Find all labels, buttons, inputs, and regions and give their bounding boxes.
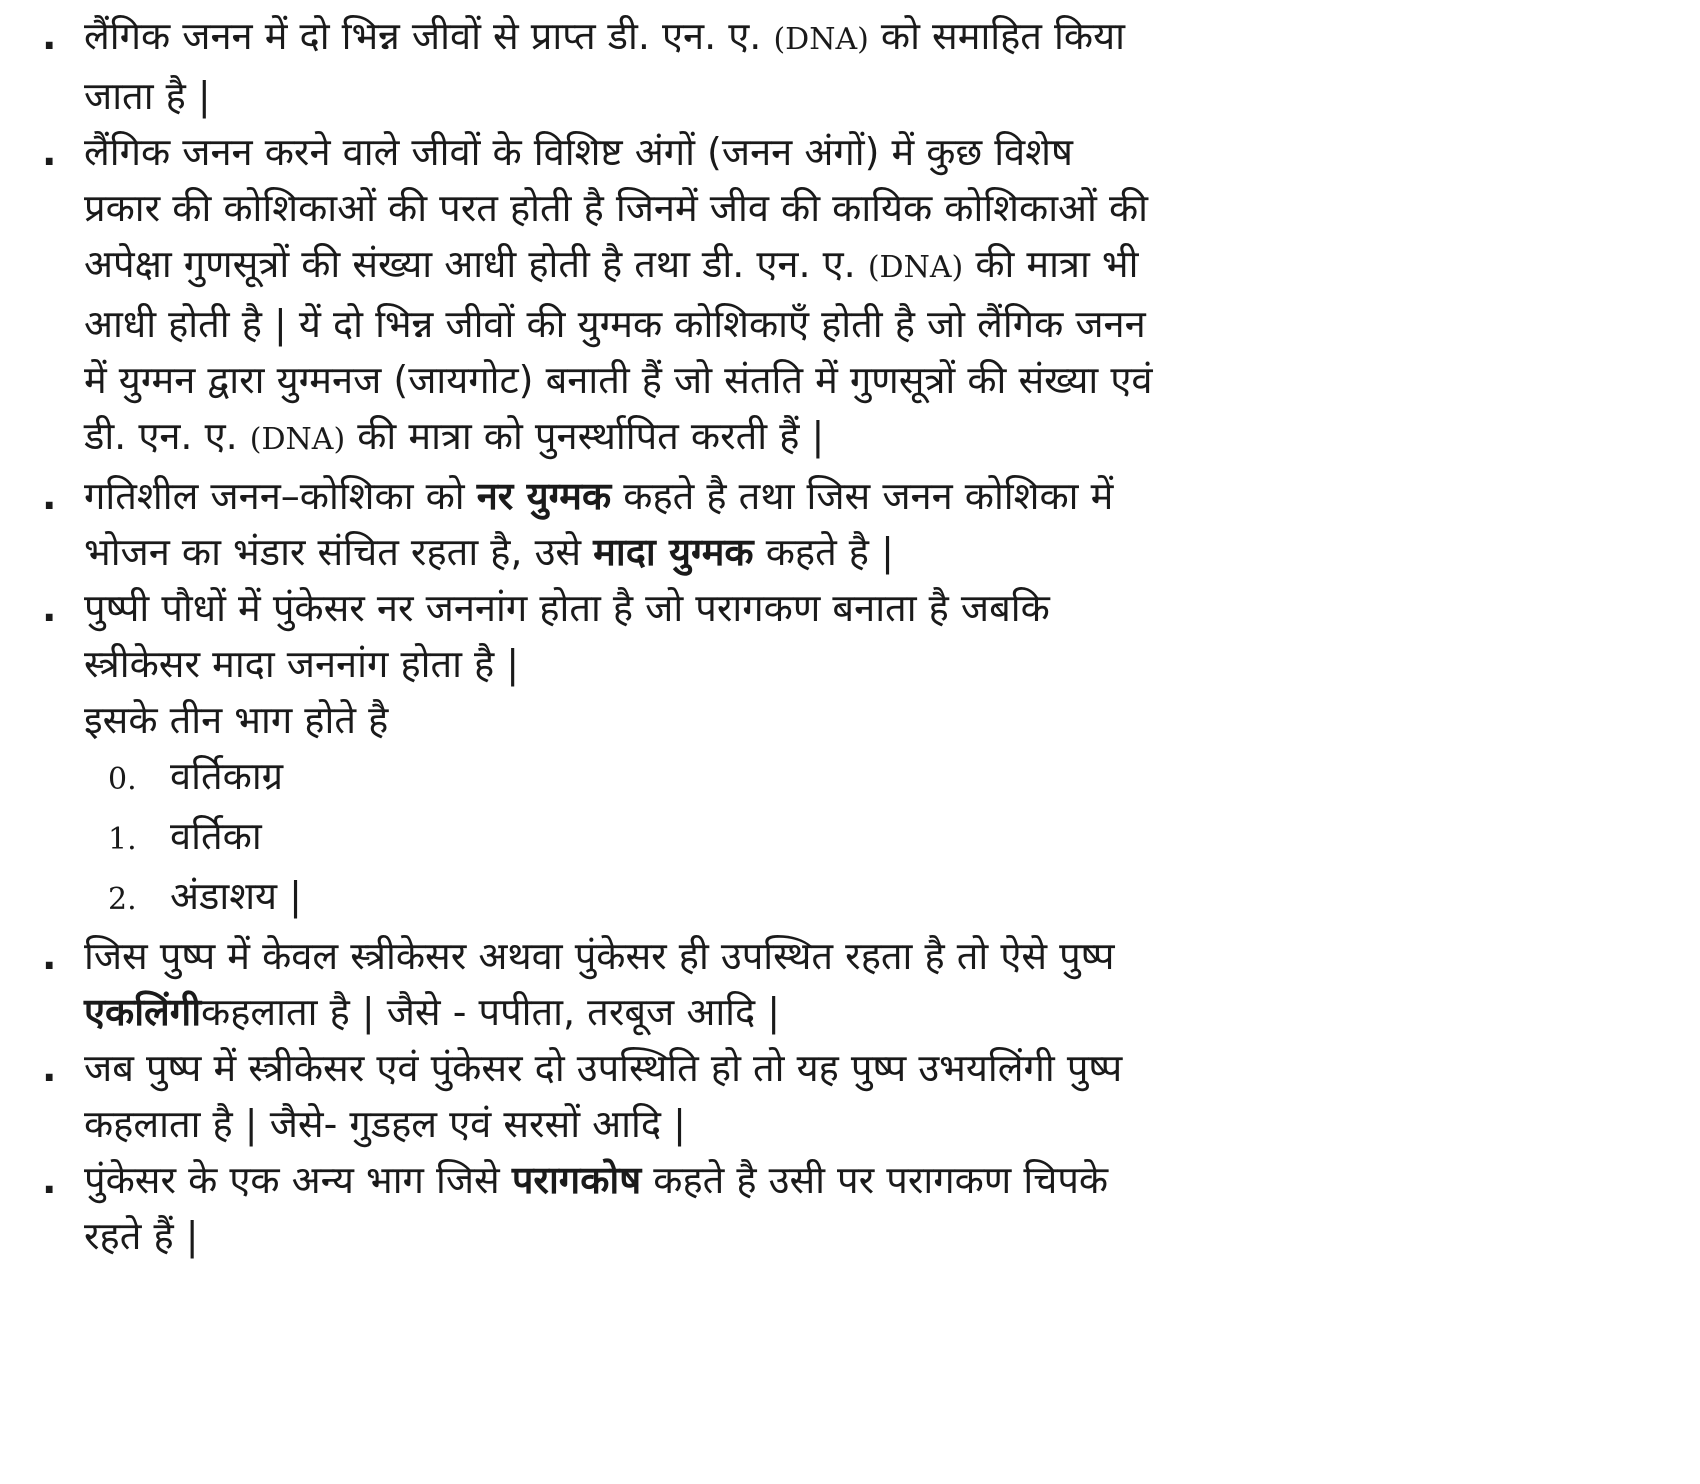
bullet-dot: . (42, 130, 57, 174)
bullet-item-bisexual (40, 1040, 1160, 1152)
list-label: वर्तिकाग्र (170, 754, 284, 798)
text-segment: को समाहित किया जाता है | (84, 14, 1125, 118)
pistil-parts-list (40, 748, 1160, 928)
bullet-dot: . (42, 14, 57, 58)
list-item (108, 808, 1160, 868)
text-segment: लैंगिक जनन करने वाले जीवों के विशिष्ट अंगों (जनन अंगों) में कुछ विशेष प्रकार की कोशिकाओं की परत होती है जिनमें जीव की कायिक कोशिकाओं की अपेक्षा गुणसूत्रों की संख्या आधी होती है तथा डी. एन. ए. (84, 130, 1148, 286)
bullet-item-anther (40, 1152, 1160, 1264)
text-segment: कहते है | (753, 530, 894, 574)
text-segment: इसके तीन भाग होते है (84, 698, 389, 742)
bullet-item-unisexual (40, 928, 1160, 1040)
term-unisexual: एकलिंगी (84, 990, 202, 1034)
bullet-text (84, 580, 1160, 748)
text-segment: की मात्रा को पुनर्स्थापित करती हैं | (345, 414, 825, 458)
bullet-dot: . (42, 1046, 57, 1090)
text-segment: जब पुष्प में स्त्रीकेसर एवं पुंकेसर दो उपस्थिति हो तो यह पुष्प उभयलिंगी पुष्प कहलाता है | जैसे- गुडहल एवं सरसों आदि | (84, 1046, 1123, 1146)
term-anther: परागकोष (511, 1158, 642, 1202)
list-item (108, 748, 1160, 808)
term-male-gamete: नर युग्मक (476, 474, 612, 518)
text-segment: पुंकेसर के एक अन्य भाग जिसे (84, 1158, 512, 1202)
bullet-text (84, 928, 1160, 1040)
bullet-dot: . (42, 586, 57, 630)
text-segment: जिस पुष्प में केवल स्त्रीकेसर अथवा पुंकेसर ही उपस्थित रहता है तो ऐसे पुष्प (84, 934, 1115, 978)
text-segment: लैंगिक जनन में दो भिन्न जीवों से प्राप्त डी. एन. ए. (84, 14, 774, 58)
dna-abbreviation: (DNA) (773, 22, 869, 57)
list-number: 2. (108, 882, 137, 917)
bullet-item-gametes (40, 124, 1160, 468)
dna-abbreviation: (DNA) (867, 250, 964, 285)
notes-document (40, 8, 1160, 1264)
text-segment: पुष्पी पौधों में पुंकेसर नर जननांग होता है जो परागकण बनाता है जबकि स्त्रीकेसर मादा जननांग होता है | (84, 586, 1050, 686)
bullet-text (84, 1152, 1160, 1264)
bullet-text (84, 1040, 1160, 1152)
list-label: वर्तिका (170, 814, 262, 858)
text-segment: कहते है तथा जिस जनन कोशिका में भोजन का भंडार संचित रहता है, उसे (84, 474, 1114, 574)
bullet-item-stamen-pistil (40, 580, 1160, 748)
text-segment: गतिशील जनन–कोशिका को (84, 474, 477, 518)
dna-abbreviation: (DNA) (249, 422, 346, 457)
text-segment: की मात्रा भी आधी होती है | यें दो भिन्न जीवों की युग्मक कोशिकाएँ होती है जो लैंगिक जनन में युग्मन द्वारा युग्मनज (जायगोट) बनाती हैं जो संतति में गुणसूत्रों की संख्या एवं डी. एन. ए. (84, 242, 1153, 458)
bullet-item-dna-combination (40, 8, 1160, 124)
term-female-gamete: मादा युग्मक (593, 530, 754, 574)
list-number: 0. (108, 762, 137, 797)
bullet-dot: . (42, 474, 57, 518)
bullet-text (84, 124, 1160, 468)
text-segment: कहते है उसी पर परागकण चिपके रहते हैं | (84, 1158, 1109, 1258)
bullet-dot: . (42, 934, 57, 978)
bullet-text (84, 468, 1160, 580)
bullet-item-male-female-gamete (40, 468, 1160, 580)
bullet-dot: . (42, 1158, 57, 1202)
list-label: अंडाशय | (170, 874, 302, 918)
text-segment: कहलाता है | जैसे - पपीता, तरबूज आदि | (201, 990, 781, 1034)
list-number: 1. (108, 822, 137, 857)
bullet-text (84, 8, 1160, 124)
list-item (108, 868, 1160, 928)
